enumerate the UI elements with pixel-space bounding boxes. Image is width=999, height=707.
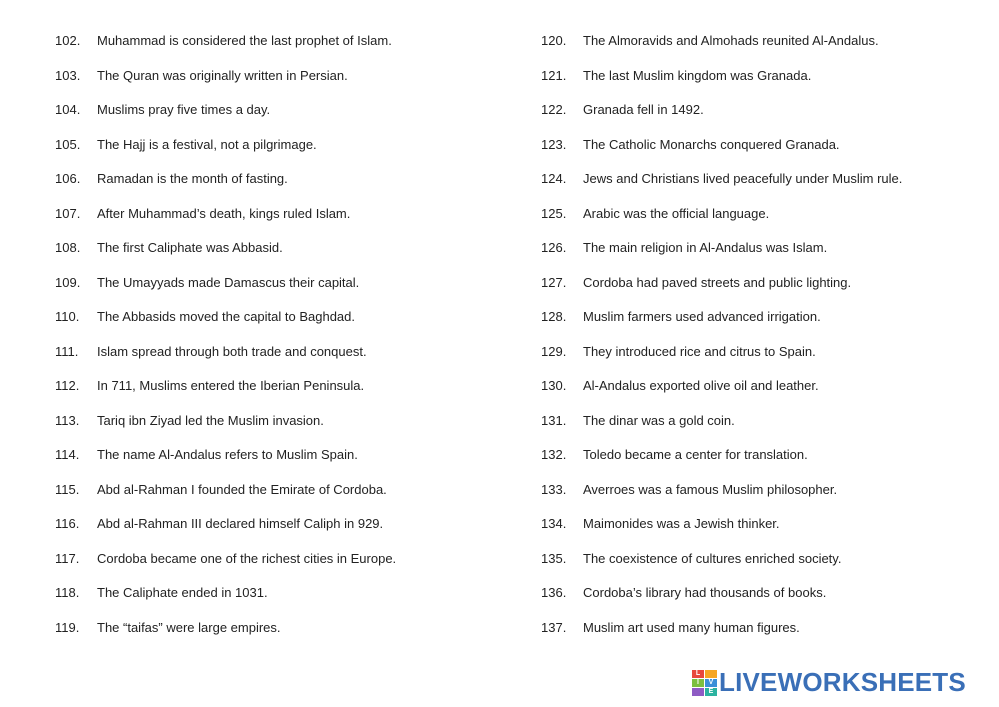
statement-number: 107.	[55, 205, 81, 221]
statement-number: 133.	[541, 481, 567, 497]
statement-number: 135.	[541, 550, 567, 566]
statement-number: 113.	[55, 412, 80, 428]
statement-number: 122.	[541, 102, 567, 117]
statement-item	[541, 203, 971, 238]
statement-text: The Umayyads made Damascus their capital.	[97, 274, 360, 290]
statement-item	[55, 513, 505, 548]
statement-item	[55, 237, 505, 272]
statement-number: 105.	[55, 136, 81, 152]
statement-item	[55, 203, 505, 238]
statement-item	[55, 548, 505, 583]
statement-item	[55, 168, 505, 203]
statement-number: 127.	[541, 274, 567, 290]
statement-text: The “taifas” were large empires.	[97, 619, 281, 635]
statement-item	[55, 30, 505, 65]
statement-text: Abd al-Rahman I founded the Emirate of Cordoba.	[97, 481, 387, 497]
statement-number: 137.	[541, 619, 567, 635]
statement-item	[55, 99, 505, 134]
statement-number: 123.	[541, 136, 567, 152]
statement-number: 136.	[541, 585, 567, 600]
statement-item	[541, 617, 971, 652]
statements-left-column	[55, 30, 505, 651]
statement-text: Tariq ibn Ziyad led the Muslim invasion.	[97, 412, 324, 428]
statement-text: The main religion in Al-Andalus was Islam.	[583, 240, 828, 255]
statement-item	[55, 272, 505, 307]
statement-item	[55, 617, 505, 652]
statement-text: Ramadan is the month of fasting.	[97, 171, 288, 186]
statement-item	[55, 375, 505, 410]
statement-number: 119.	[55, 619, 80, 635]
statement-number: 130.	[541, 378, 567, 393]
logo-block	[705, 670, 717, 678]
statement-text: Arabic was the official language.	[583, 205, 770, 221]
statement-text: They introduced rice and citrus to Spain.	[583, 343, 816, 359]
statement-item	[55, 444, 505, 479]
logo-block: I	[692, 679, 704, 687]
statement-item	[541, 65, 971, 100]
statement-text: Jews and Christians lived peacefully under Muslim rule.	[583, 171, 903, 186]
statement-item	[541, 237, 971, 272]
statement-number: 110.	[55, 309, 80, 324]
statement-text: In 711, Muslims entered the Iberian Peninsula.	[97, 378, 365, 393]
statement-number: 108.	[55, 240, 81, 255]
statement-text: Granada fell in 1492.	[583, 102, 704, 117]
statement-number: 124.	[541, 171, 567, 186]
statement-text: After Muhammad’s death, kings ruled Islam.	[97, 205, 351, 221]
statement-text: Muslims pray five times a day.	[97, 102, 271, 117]
statement-text: Cordoba’s library had thousands of books.	[583, 585, 827, 600]
logo-text: LIVEWORKSHEETS	[719, 667, 966, 697]
statement-number: 106.	[55, 171, 81, 186]
statement-number: 116.	[55, 516, 80, 531]
statement-number: 114.	[55, 447, 80, 462]
statement-text: The dinar was a gold coin.	[583, 412, 735, 428]
statement-number: 109.	[55, 274, 81, 290]
statement-number: 118.	[55, 585, 80, 600]
statement-item	[55, 479, 505, 514]
statement-text: The Caliphate ended in 1031.	[97, 585, 268, 600]
statement-item	[55, 341, 505, 376]
statement-text: The Abbasids moved the capital to Baghdad.	[97, 309, 356, 324]
statement-item	[541, 272, 971, 307]
statement-number: 132.	[541, 447, 567, 462]
logo-block: E	[705, 688, 717, 696]
logo-blocks-icon	[692, 670, 717, 696]
statement-text: The Hajj is a festival, not a pilgrimage.	[97, 136, 317, 152]
statement-item	[541, 375, 971, 410]
statement-item	[541, 134, 971, 169]
statement-number: 104.	[55, 102, 81, 117]
statement-text: Abd al-Rahman III declared himself Caliph in 929.	[97, 516, 384, 531]
statement-text: Muslim art used many human figures.	[583, 619, 800, 635]
statement-text: The last Muslim kingdom was Granada.	[583, 67, 812, 83]
statement-item	[541, 99, 971, 134]
statement-item	[541, 548, 971, 583]
statement-text: Toledo became a center for translation.	[583, 447, 808, 462]
statement-number: 121.	[541, 67, 567, 83]
statement-text: The Catholic Monarchs conquered Granada.	[583, 136, 840, 152]
statement-text: Islam spread through both trade and conquest.	[97, 343, 367, 359]
statement-text: The Quran was originally written in Persian.	[97, 67, 348, 83]
statement-number: 103.	[55, 67, 81, 83]
logo-block	[692, 688, 704, 696]
statement-item	[55, 65, 505, 100]
statement-item	[541, 341, 971, 376]
statement-item	[55, 306, 505, 341]
logo-block: V	[705, 679, 717, 687]
statement-text: Muhammad is considered the last prophet of Islam.	[97, 33, 392, 48]
statement-item	[541, 582, 971, 617]
statement-text: Averroes was a famous Muslim philosopher.	[583, 481, 838, 497]
statement-number: 112.	[55, 378, 80, 393]
statement-number: 111.	[55, 343, 79, 359]
statement-text: The first Caliphate was Abbasid.	[97, 240, 283, 255]
statement-text: Al-Andalus exported olive oil and leather.	[583, 378, 819, 393]
statement-item	[55, 134, 505, 169]
statement-number: 134.	[541, 516, 567, 531]
statement-number: 129.	[541, 343, 567, 359]
statement-text: The name Al-Andalus refers to Muslim Spain.	[97, 447, 358, 462]
statement-number: 126.	[541, 240, 567, 255]
statement-number: 102.	[55, 33, 81, 48]
statement-item	[55, 410, 505, 445]
statement-item	[541, 444, 971, 479]
statement-number: 131.	[541, 412, 567, 428]
statement-text: Muslim farmers used advanced irrigation.	[583, 309, 821, 324]
logo-block: L	[692, 670, 704, 678]
statement-item	[541, 479, 971, 514]
statement-text: Cordoba had paved streets and public lighting.	[583, 274, 852, 290]
statement-number: 120.	[541, 33, 567, 48]
statement-item	[541, 306, 971, 341]
statement-number: 115.	[55, 481, 80, 497]
statement-text: Maimonides was a Jewish thinker.	[583, 516, 780, 531]
statement-item	[541, 168, 971, 203]
statement-number: 117.	[55, 550, 80, 566]
statement-item	[541, 513, 971, 548]
statement-item	[55, 582, 505, 617]
statement-number: 128.	[541, 309, 567, 324]
statement-text: The Almoravids and Almohads reunited Al-Andalus.	[583, 33, 879, 48]
statements-right-column	[541, 30, 971, 651]
statement-number: 125.	[541, 205, 567, 221]
liveworksheets-logo	[692, 669, 966, 696]
statement-text: Cordoba became one of the richest cities in Europe.	[97, 550, 397, 566]
statement-item	[541, 410, 971, 445]
statement-text: The coexistence of cultures enriched society.	[583, 550, 842, 566]
statement-item	[541, 30, 971, 65]
